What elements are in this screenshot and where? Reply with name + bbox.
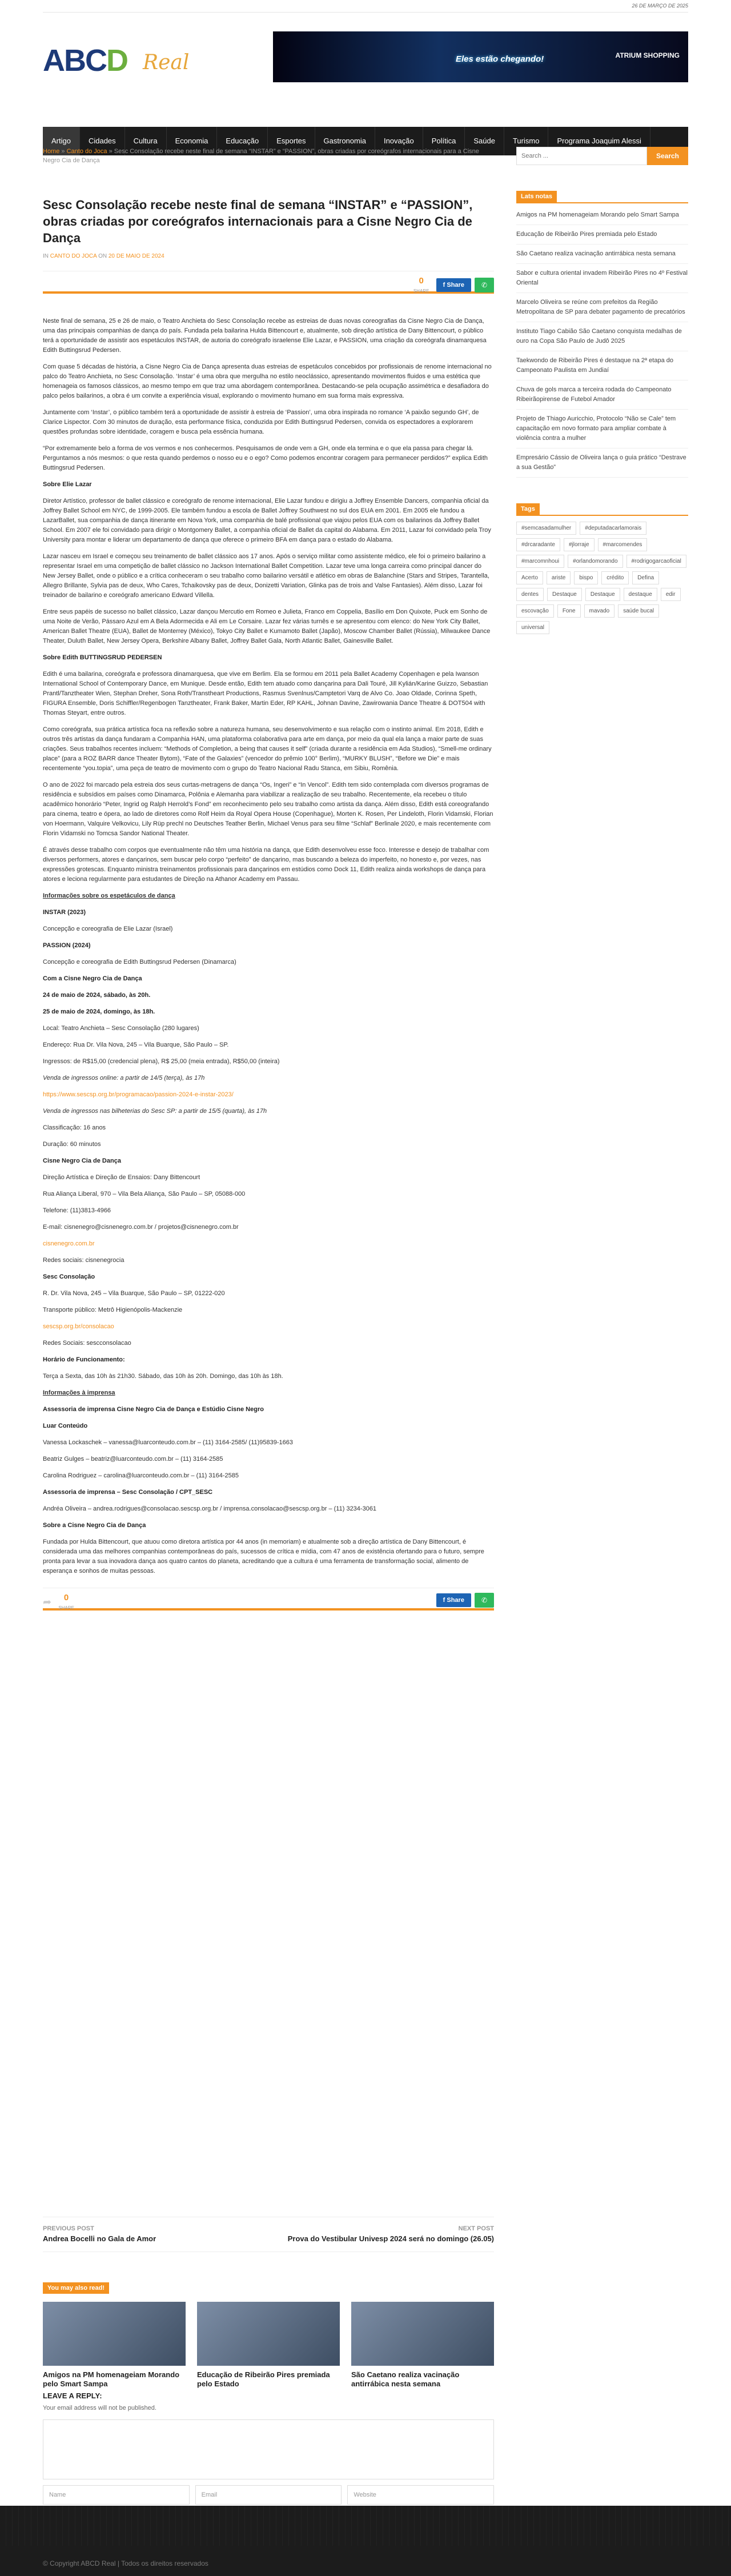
related-title: You may also read! — [43, 2282, 109, 2294]
share-count — [410, 276, 433, 294]
share-arrow-icon: ➦ — [43, 1596, 52, 1608]
copyright: © Copyright ABCD Real | Todos os direitos reservados — [43, 2559, 208, 2567]
nav-item[interactable]: Saúde — [465, 127, 504, 155]
info-line: E-mail: cisnenegro@cisnenegro.com.br / projetos@cisnenegro.com.br — [43, 1224, 239, 1231]
info-link[interactable]: https://www.sescsp.org.br/programacao/passion-2024-e-instar-2023/ — [43, 1091, 234, 1098]
latest-item[interactable]: Taekwondo de Ribeirão Pires é destaque na 2ª etapa do Campeonato Paulista em Jundiaí — [516, 351, 688, 380]
search-input[interactable] — [516, 147, 647, 165]
website-field[interactable]: Website — [347, 2485, 494, 2505]
info-line: Transporte público: Metrô Higienópolis-Mackenzie — [43, 1307, 183, 1313]
logo-d: D — [106, 43, 127, 78]
tag[interactable]: #drcaradante — [516, 538, 560, 551]
info-line: Carolina Rodriguez – carolina@luarconteudo.com.br – (11) 3164-2585 — [43, 1472, 239, 1479]
next-post-title: Prova do Vestibular Univesp 2024 será no domingo (26.05) — [287, 2234, 494, 2243]
article-paragraph: “Por extremamente belo a forma de vos vermos e nos conhecermos. Pesquisamos de onde vem a GH, onde ela termina e o que ela passa para chegar lá. Perguntamos a nós mesmos: o que resta quando perdemos o nosso eu e o ego? Como podemos encontrar coragem para permanecer perdidos?” explica Edith Buttingsrud Pedersen. — [43, 445, 488, 471]
info-line: Duração: 60 minutos — [43, 1141, 101, 1148]
name-field[interactable]: Name — [43, 2485, 190, 2505]
facebook-share-button[interactable]: f Share — [436, 278, 471, 292]
info-line: 24 de maio de 2024, sábado, às 20h. — [43, 992, 151, 999]
current-date: 26 DE MARÇO DE 2025 — [632, 3, 688, 9]
banner-text: Eles estão chegando! — [456, 54, 544, 64]
info-line: Redes sociais: cisnenegrocia — [43, 1257, 124, 1264]
previous-post-kicker: PREVIOUS POST — [43, 2225, 94, 2232]
latest-item[interactable]: São Caetano realiza vacinação antirrábica nesta semana — [516, 245, 688, 264]
tag[interactable]: #rodrigogarcaoficial — [626, 555, 686, 568]
latest-item[interactable]: Sabor e cultura oriental invadem Ribeirão Pires no 4º Festival Oriental — [516, 264, 688, 293]
info-line: Telefone: (11)3813-4966 — [43, 1207, 111, 1214]
breadcrumb-section[interactable]: Canto do Joca — [66, 148, 107, 155]
info-heading: Informações sobre os espetáculos de dança — [43, 892, 175, 899]
related-image — [43, 2302, 186, 2366]
latest-item[interactable]: Educação de Ribeirão Pires premiada pelo Estado — [516, 225, 688, 245]
whatsapp-icon: ✆ — [481, 281, 487, 289]
tag[interactable]: crédito — [601, 571, 629, 584]
article-paragraph: Diretor Artístico, professor de ballet clássico e coreógrafo de renome internacional, Elie Lazar fundou e dirigiu a Joffrey Ensemble Dancers, companhia oficial da Joffrey Ballet School em NYC, de 1999-2005. Ele também fundou a escola de Ballet Joffrey Southwest no sul dos EUA em 2001. Em 2005 ele fundou a LazarBallet, sua companhia de dança itinerante em Nova York, uma companhia de balé profissional que viajou pelos EUA com os bailarinos da Joffrey Ballet School. Em 2007 ele foi convidado para dirigir o Montgomery Ballet, a companhia oficial de Ballet da capital do Alabama. Em 2011, Lazar foi convidado pela Troy University para montar e liderar um departamento de dança que oferece o primeiro BFA em dança para o estado do Alabama. — [43, 498, 491, 543]
nav-item[interactable]: Programa Joaquim Alessi — [548, 127, 650, 155]
reply-note: Your email address will not be published. — [43, 2405, 156, 2411]
tag[interactable]: mavado — [584, 604, 615, 618]
info-line: Concepção e coreografia de Edith Buttingsrud Pedersen (Dinamarca) — [43, 959, 236, 966]
post-navigation — [43, 2217, 494, 2252]
article-body — [43, 317, 494, 1576]
info-line: Fundada por Hulda Bittencourt, que atuou como diretora artística por 44 anos (in memoriam) e atualmente sob a direção artística de Dany Bittencourt, é considerada uma das melhores companhias contemporâneas do país, sucessos de crítica e mídia, com 47 anos de existência ofertando para o futuro, sempre pronta para levar a sua inovadora dança aos quatro cantos do planeta, acreditando que a cultura é uma ferramenta de transformação social, alimento de esperança e sonhos de muitas pessoas. — [43, 1539, 484, 1575]
meta-mid: ON — [98, 253, 107, 259]
breadcrumb: Home » Canto do Joca » Sesc Consolação recebe neste final de semana “INSTAR” e “PASSION”, obras criadas por coreógrafos internacionais para a Cisne Negro Cia de Dança — [43, 148, 479, 164]
related-title-text: São Caetano realiza vacinação antirrábica nesta semana — [351, 2370, 460, 2388]
top-bar — [43, 0, 688, 13]
meta-category[interactable]: CANTO DO JOCA — [50, 253, 97, 259]
section-heading: Sobre Edith BUTTINGSRUD PEDERSEN — [43, 654, 162, 661]
article-paragraph: O ano de 2022 foi marcado pela estreia dos seus curtas-metragens de dança “Os, Ingeri” e “In Vencol”. Edith tem sido contemplada com diversos programas de residência e subsídios em países como Dinamarca, Polônia e Alemanha para viabilizar a realização de seu trabalho. Recentemente, ela recebeu o título acadêmico honorário “Peter, Ingrid og Ralph Herrold’s Fond” em reconhecimento pelo seu trabalho como artista da dança. Além disso, Edith está coreografando para cinema, teatro e ópera, ao lado de diretores como Rolf Heim da Royal Opera House (Copenhague), Morten K. Rosen, Per Lindeloth, Florin Vidamski, Florian von Hoermann, Valquire Velkovicu, Lily Rüp prechl no Deutsches Teather Berlin, Michael Venus para seu filme “Schlaf” Berlinale 2020, e mais recentemente com Florin Vidamski no Tomcsa Sandor National Theater. — [43, 782, 493, 837]
whatsapp-share-button-bottom[interactable] — [475, 1593, 494, 1608]
share-count-bottom: 0 SHARE — [58, 1593, 74, 1610]
info-line: PASSION (2024) — [43, 942, 91, 949]
info-link[interactable]: sescsp.org.br/consolacao — [43, 1323, 114, 1330]
tag[interactable]: Acerto — [516, 571, 543, 584]
info-line: Vanessa Lockaschek – vanessa@luarconteudo.com.br – (11) 3164-2585/ (11)95839-1663 — [43, 1439, 293, 1446]
tag[interactable]: ariste — [547, 571, 571, 584]
article-paragraph: Edith é uma bailarina, coreógrafa e professora dinamarquesa, que vive em Berlim. Ela se formou em 2011 pela Ballet Academy Copenhagen e pela Iwanson International School of Contemporary Dance, em Munique. Desde então, Edith tem atuado como dançarina para Dali Touré, Jill Kylián/Karine Guizzo, Sebastian Prantl/Tanztheater Wien, Stephan Dreher, Sona Roth/Transtheart Productions, Rasmus Svenlnus/Camptetori Varq de Alvo Co. Joao Oldade, Corinna Speth, FIGURA Ensemble, Doris Schiffler/Regenbogen Tanztheater, Frank Baker, Martin Eder, RP KAHL, Johnan Davine, Zawirowania Dance Theatre & DOT504 with Thomas Steyart, entre outros. — [43, 671, 488, 716]
tag[interactable]: #deputadacarlamorais — [580, 522, 646, 535]
info-line: Cisne Negro Cia de Dança — [43, 1157, 121, 1164]
tag[interactable]: #jlorraje — [564, 538, 595, 551]
tag[interactable]: edir — [661, 588, 681, 601]
article-paragraph: Neste final de semana, 25 e 26 de maio, o Teatro Anchieta do Sesc Consolação recebe as estreias de duas novas coreografias da Cisne Negro Cia de Dança, uma das principais companhias de dança do país. Fundada pela bailarina Hulda Bittencourt e, atualmente, sob direção artística de Dany Bittencourt, o público terá a oportunidade de assistir aos espetáculos INSTAR, de autoria do coreógrafo israelense Elie Lazar, e PASSION, uma criação da coreógrafa dinamarquesa Edith Buttingsrud Pedersen. — [43, 318, 487, 354]
tag[interactable]: destaque — [624, 588, 657, 601]
search-button[interactable]: Search — [647, 147, 688, 165]
logo-abc: ABC — [43, 43, 106, 78]
share-count-label: SHARE — [413, 289, 429, 294]
tag-cloud — [516, 522, 688, 634]
search-form — [516, 147, 688, 165]
info-line: Horário de Funcionamento: — [43, 1356, 125, 1363]
comment-textarea[interactable] — [43, 2419, 494, 2479]
main-content — [43, 147, 494, 1610]
article-title: Sesc Consolação recebe neste final de semana “INSTAR” e “PASSION”, obras criadas por coreógrafos internacionais para a Cisne Negro Cia de Dança — [43, 198, 473, 245]
tag[interactable]: Destaque — [585, 588, 620, 601]
email-field[interactable]: Email — [195, 2485, 342, 2505]
nav-item[interactable]: Cidades — [80, 127, 125, 155]
related-title-text: Educação de Ribeirão Pires premiada pelo Estado — [197, 2370, 330, 2388]
facebook-share-label: Share — [447, 282, 464, 289]
info-line: Direção Artística e Direção de Ensaios: Dany Bittencourt — [43, 1174, 200, 1181]
previous-post-title: Andrea Bocelli no Gala de Amor — [43, 2234, 156, 2243]
tag[interactable]: bispo — [574, 571, 598, 584]
info-line: Terça a Sexta, das 10h às 21h30. Sábado, das 10h às 20h. Domingo, das 10h às 18h. — [43, 1373, 283, 1380]
info-line: Andréa Oliveira – andrea.rodrigues@consolacao.sescsp.org.br / imprensa.consolacao@sescsp.org.br – (11) 3234-3061 — [43, 1505, 377, 1512]
tag[interactable]: #marcomnhoui — [516, 555, 564, 568]
sidebar — [516, 147, 688, 634]
banner-brand: ATRIUM SHOPPING — [615, 51, 680, 59]
article-paragraph: Lazar nasceu em Israel e começou seu treinamento de ballet clássico aos 17 anos. Após o serviço militar como assistente médico, ele foi o primeiro bailarino a representar Israel em uma competição de ballet clássico no Jackson International Ballet Competition. Lazar teve uma longa carreira como principal dancer do New Jersey Ballet, onde o público e a crítica conheceram o seu trabalho como bailarino versátil e atlético em obras de Balanchine (Stars and Stripes, Tarantella, Allegro Brillante, Sylvia pas de deux, Who Cares, Tchaikovsky pas de deux, Donizetti Variation, Glinka pas de trois and Valse Fantasies). Além disso, Lazar foi treinador de bailarino e coreógrafo americano Edward Villella. — [43, 553, 489, 599]
related-card[interactable] — [197, 2302, 340, 2389]
latest-item[interactable]: Marcelo Oliveira se reúne com prefeitos da Região Metropolitana de SP para debater pagamento de precatórios — [516, 293, 688, 322]
info-line: Endereço: Rua Dr. Vila Nova, 245 – Vila Buarque, São Paulo – SP. — [43, 1041, 229, 1048]
info-line: Classificação: 16 anos — [43, 1124, 106, 1131]
share-bar-bottom — [43, 1588, 494, 1610]
latest-item[interactable]: Amigos na PM homenageiam Morando pelo Smart Sampa — [516, 206, 688, 225]
related-card[interactable] — [43, 2302, 186, 2389]
info-line: INSTAR (2023) — [43, 909, 86, 916]
next-post-kicker: NEXT POST — [458, 2225, 494, 2232]
tag[interactable]: escovação — [516, 604, 554, 618]
ad-banner[interactable] — [273, 31, 688, 82]
page — [43, 0, 688, 98]
article-paragraph: Como coreógrafa, sua prática artística foca na reflexão sobre a natureza humana, seu desenvolvimento e sua relação com o instinto animal. Em 2018, Edith e outros três artistas da dança fundaram a Companhia HAN, uma plataforma colaborativa para arte em dança, por meio da qual ela lança a maior parte de suas criações. Seus trabalhos recentes incluem: “Methods of Completion, a being that causes it self” (criada durante a residência em Ada Studios), “Smell-me ordinary place” (para a ROZ BARR dance Theater Bytom), “Fate of the Galaxies” (vencedor do prêmio 100° Berlim), “MURKY BLUSH”, “Before we Die” e mais recentemente “you.topia”, uma peça de teatro de movimento com o grupo do Teatro Nacional Radu Stanca, em Sibiu, Romênia. — [43, 726, 492, 772]
nav-item[interactable]: Gastronomia — [315, 127, 375, 155]
site-logo[interactable] — [43, 43, 208, 86]
tag[interactable]: saúde bucal — [618, 604, 659, 618]
breadcrumb-home[interactable]: Home — [43, 148, 60, 155]
info-line: Sobre a Cisne Negro Cia de Dança — [43, 1522, 146, 1529]
info-line: Redes Sociais: sescconsolacao — [43, 1340, 131, 1347]
tag[interactable]: Fone — [557, 604, 581, 618]
info-line: Rua Aliança Liberal, 970 – Vila Bela Aliança, São Paulo – SP, 05088-000 — [43, 1191, 246, 1197]
info-line: Informações à imprensa — [43, 1389, 115, 1396]
info-link[interactable]: cisnenegro.com.br — [43, 1240, 95, 1247]
whatsapp-icon: ✆ — [481, 1596, 487, 1604]
related-image — [351, 2302, 494, 2366]
latest-item[interactable]: Chuva de gols marca a terceira rodada do Campeonato Ribeirãopirense de Futebol Amador — [516, 380, 688, 410]
latest-title: Lats notas — [516, 191, 557, 202]
header — [43, 13, 688, 98]
info-line: 25 de maio de 2024, domingo, às 18h. — [43, 1008, 155, 1015]
info-line: Venda de ingressos online: a partir de 14/5 (terça), às 17h — [43, 1075, 205, 1081]
whatsapp-share-button[interactable] — [475, 278, 494, 293]
facebook-share-button-bottom[interactable]: f Share — [436, 1593, 471, 1607]
tag[interactable]: dentes — [516, 588, 544, 601]
info-line: Local: Teatro Anchieta – Sesc Consolação (280 lugares) — [43, 1025, 199, 1032]
latest-item[interactable]: Empresário Cássio de Oliveira lança o guia prático “Destrave a sua Gestão” — [516, 448, 688, 478]
info-line: Sesc Consolação — [43, 1273, 95, 1280]
latest-item[interactable]: Projeto de Thiago Auricchio, Protocolo “Não se Cale” tem capacitação em novo formato para ampliar combate à violência contra a mulher — [516, 410, 688, 448]
info-line: Concepção e coreografia de Elie Lazar (Israel) — [43, 926, 173, 932]
tag[interactable]: #marcomendes — [598, 538, 648, 551]
nav-item[interactable]: Turismo — [504, 127, 548, 155]
article-paragraph: É através desse trabalho com corpos que eventualmente não têm uma história na dança, que Edith desenvolveu esse foco. Interesse e desejo de trabalhar com diversos performers, atores e dançarinos, sem buscar pelo corpo “perfeito” de dançarino, mas buscando a beleza do imperfeito, no honesto e, por vezes, nas expressões grotescas. Enquanto ministra treinamentos profissionais para dançarinos em estúdios como Dock 11, Edith realiza ainda workshops de dança para atores e leciona regularmente para estudantes de Direção na Athanor Academy em Passau. — [43, 847, 489, 883]
info-line: Assessoria de imprensa – Sesc Consolação / CPT_SESC — [43, 1489, 213, 1496]
tag[interactable]: Destaque — [547, 588, 582, 601]
latest-list — [516, 206, 688, 478]
info-line: R. Dr. Vila Nova, 245 – Vila Buarque, São Paulo – SP, 01222-020 — [43, 1290, 225, 1297]
info-line: Beatriz Gulges – beatriz@luarconteudo.com.br – (11) 3164-2585 — [43, 1456, 223, 1463]
article-paragraph: Juntamente com ‘Instar’, o público também terá a oportunidade de assistir à estreia de ‘Passion’, uma obra inspirada no romance ‘A paixão segundo GH’, de Clarice Lispector. Com 30 minutos de duração, esta performance física, conduzida por Edith Buttingsrud Pedersen, convida os espectadores a explorarem questões profundas sobre identidade, coragem e busca pela essência humana. — [43, 409, 479, 435]
related-title-text: Amigos na PM homenageiam Morando pelo Smart Sampa — [43, 2370, 180, 2388]
info-line: Assessoria de imprensa Cisne Negro Cia de Dança e Estúdio Cisne Negro — [43, 1406, 264, 1413]
info-line: Luar Conteúdo — [43, 1423, 88, 1429]
article-paragraph: Entre seus papéis de sucesso no ballet clássico, Lazar dançou Mercutio em Romeo e Julieta, Franco em Coppelia, Basílio em Don Quixote, Puck em Sonho de uma Noite de Verão, Pássaro Azul em A Bela Adormecida e Ali em Le Corsaire. Lazar fez várias turnês e se apresentou com elenco: do New York City Ballet, American Ballet Theatre (EUA), Ballet de Monterrey (México), Tokyo City Ballet e Kumamoto Ballet (Japão), Moscow Chamber Ballet (Rússia), Milwaukee Dance Theater, Duluth Ballet, New Jersey Opera, Berkshire Albany Ballet, Joffrey Ballet Gala, North Atlantic Ballet, Gainesville Ballet. — [43, 608, 491, 644]
related-posts — [43, 2282, 494, 2389]
breadcrumb-current: Sesc Consolação recebe neste final de semana “INSTAR” e “PASSION”, obras criadas por coreógrafos internacionais para a Cisne Negro Cia de Dança — [43, 148, 479, 164]
reply-title: LEAVE A REPLY: — [43, 2391, 102, 2400]
share-count-value: 0 — [419, 276, 424, 286]
nav-item[interactable]: Política — [423, 127, 465, 155]
info-line: Com a Cisne Negro Cia de Dança — [43, 975, 142, 982]
info-line: Ingressos: de R$15,00 (credencial plena), R$ 25,00 (meia entrada), R$50,00 (inteira) — [43, 1058, 280, 1065]
nav-item[interactable]: Artigo — [43, 127, 80, 155]
related-card[interactable] — [351, 2302, 494, 2389]
latest-item[interactable]: Instituto Tiago Cabião São Caetano conquista medalhas de ouro na Copa São Paulo de Judô 2025 — [516, 322, 688, 351]
section-heading: Sobre Elie Lazar — [43, 481, 92, 488]
tag[interactable]: universal — [516, 621, 549, 634]
info-line: Venda de ingressos nas bilheterias do Sesc SP: a partir de 15/5 (quarta), às 17h — [43, 1108, 267, 1115]
footer — [0, 2506, 731, 2576]
nav-item[interactable]: Cultura — [125, 127, 167, 155]
meta-date: 20 DE MAIO DE 2024 — [108, 253, 164, 259]
tags-title: Tags — [516, 503, 540, 515]
share-bar-top — [43, 271, 494, 294]
article-meta — [43, 253, 494, 259]
logo-real: Real — [143, 51, 190, 74]
tag[interactable]: Defina — [632, 571, 659, 584]
tag[interactable]: #semcasadamulher — [516, 522, 576, 535]
tag[interactable]: #orlandomorando — [568, 555, 622, 568]
previous-post-link[interactable] — [43, 2225, 156, 2243]
nav-item[interactable]: Economia — [167, 127, 218, 155]
meta-prefix: IN — [43, 253, 49, 259]
article-paragraph: Com quase 5 décadas de história, a Cisne Negro Cia de Dança apresenta duas estreias de espetáculos concebidos por profissionais de renome internacional no palco do Teatro Anchieta, no Sesc Consolação. ‘Instar’ é uma obra que mergulha no estilo neoclássico, apresentando movimentos fluidos e uma estética que homenageia os famosos clássicos, ao mesmo tempo em que traz uma abordagem contemporânea. Destacando-se pela ocupação assimétrica e desafiadora do palco pelos bailarinos, a obra é um convite a experiência visual, explorando o movimento humano em sua forma mais expressiva. — [43, 363, 492, 399]
next-post-link[interactable] — [288, 2225, 494, 2243]
nav-item[interactable]: Esportes — [268, 127, 315, 155]
nav-item[interactable]: Inovação — [375, 127, 423, 155]
nav-item[interactable]: Educação — [217, 127, 268, 155]
related-image — [197, 2302, 340, 2366]
